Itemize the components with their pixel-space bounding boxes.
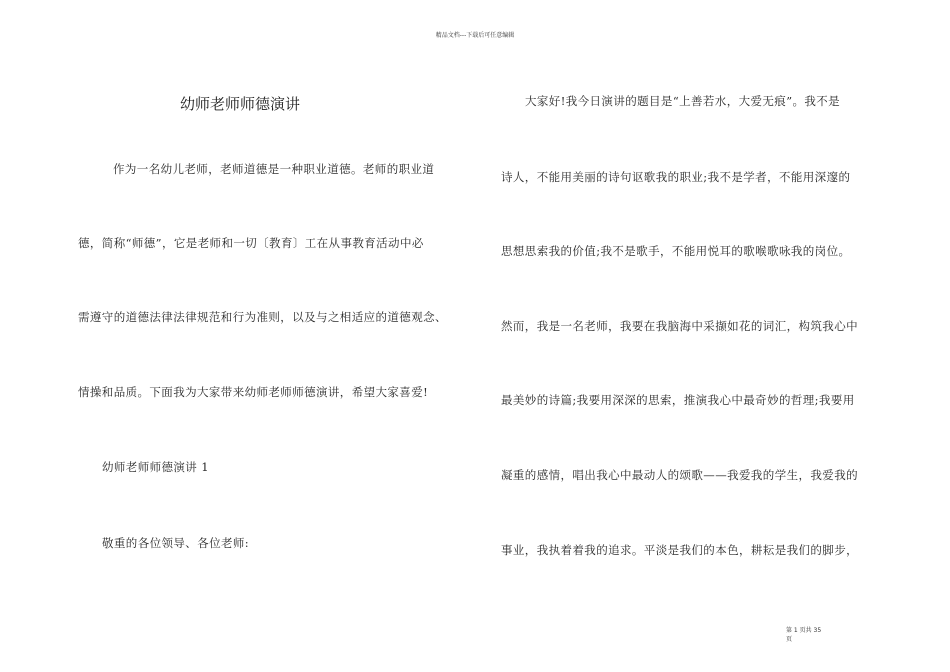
- right-paragraph-line: 大家好!我今日演讲的题目是“上善若水，大爱无痕”。我不是: [525, 94, 841, 108]
- right-paragraph-line: 事业，我执着着我的追求。平淡是我们的本色，耕耘是我们的脚步，: [501, 543, 858, 557]
- page-number-line: 页: [786, 636, 793, 643]
- right-paragraph-line: 凝重的感情，唱出我心中最动人的颂歌——我爱我的学生，我爱我的: [501, 468, 858, 482]
- right-paragraph-line: 最美妙的诗篇;我要用深深的思索，推演我心中最奇妙的哲理;我要用: [501, 393, 855, 407]
- left-paragraph-line: 需遵守的道德法律法律规范和行为准则，以及与之相适应的道德观念、: [78, 310, 447, 324]
- document-title: 幼师老师师德演讲: [179, 95, 300, 113]
- right-paragraph-line: 然而，我是一名老师，我要在我脑海中采撷如花的词汇，构筑我心中: [501, 319, 858, 333]
- left-paragraph-line: 情操和品质。下面我为大家带来幼师老师师德演讲，希望大家喜爱!: [78, 385, 429, 399]
- right-paragraph-line: 诗人，不能用美丽的诗句讴歌我的职业;我不是学者，不能用深邃的: [501, 170, 851, 184]
- page-number: [786, 626, 846, 644]
- section-heading: 幼师老师师德演讲 1: [102, 460, 209, 474]
- page-number-line: 第 1 页共 35: [786, 627, 822, 634]
- header-note: 精品文档---下载后可任意编辑: [435, 32, 515, 39]
- left-paragraph-line: 德，简称“师德”，它是老师和一切〔教育〕工在从事教育活动中必: [78, 236, 424, 250]
- right-paragraph-line: 思想思索我的价值;我不是歌手，不能用悦耳的歌喉歌咏我的岗位。: [501, 244, 851, 258]
- salutation: 敬重的各位领导、各位老师:: [102, 536, 250, 550]
- left-paragraph-line: 作为一名幼儿老师，老师道德是一种职业道德。老师的职业道: [113, 162, 435, 176]
